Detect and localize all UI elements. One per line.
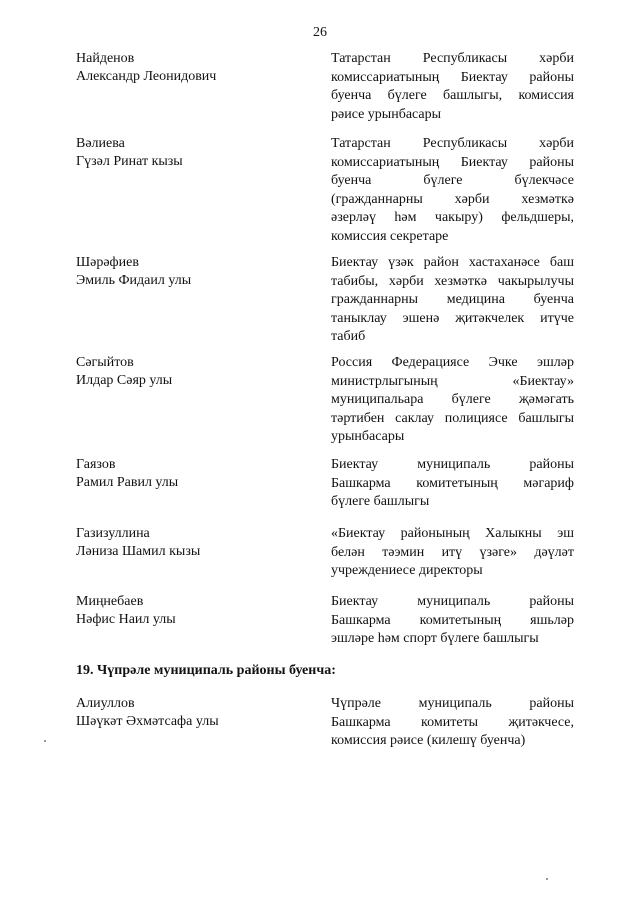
member-role [331, 593, 574, 649]
role-line: белән тәэмин итү үзәге» дәүләт [331, 544, 574, 560]
role-line: «Биектау районының Халыкны эш [331, 526, 574, 541]
role-line: комиссариатының Биектау районы [331, 154, 574, 170]
scan-speck [44, 740, 46, 742]
role-line: Татарстан Республикасы хәрби [331, 51, 574, 66]
given-names: Александр Леонидович [76, 69, 217, 84]
member-name [76, 135, 306, 171]
member-name [76, 695, 306, 731]
role-line: таныклау эшенә җитәкчелек итүче [331, 310, 574, 326]
role-line: буенча бүлеге башлыгы, комиссия [331, 88, 574, 103]
given-names: Ләниза Шамил кызы [76, 544, 201, 559]
role-line: комиссия рәисе (килешү буенча) [331, 733, 526, 748]
member-role [331, 50, 574, 124]
role-line: тәртибен саклау полициясе башлыгы [331, 410, 574, 426]
given-names: Нәфис Наил улы [76, 612, 176, 627]
given-names: Эмиль Фидаил улы [76, 273, 192, 288]
surname: Шәрәфиев [76, 255, 139, 270]
member-name [76, 456, 306, 492]
role-line: Биектау муниципаль районы [331, 457, 574, 472]
role-line: Башкарма комитетының мәгариф [331, 475, 574, 491]
role-line: Башкарма комитеты җитәкчесе, [331, 714, 574, 730]
member-role [331, 695, 574, 751]
role-line: (гражданнарны хәрби хезмәткә [331, 191, 574, 207]
member-name [76, 593, 306, 629]
role-line: Чүпрәле муниципаль районы [331, 696, 574, 711]
role-line: табибы, хәрби хезмәткә чакырылучы [331, 273, 574, 289]
member-role [331, 354, 574, 447]
role-line: Татарстан Республикасы хәрби [331, 136, 574, 151]
role-line: учреждениесе директоры [331, 563, 483, 578]
member-role [331, 456, 574, 512]
surname: Сәгыйтов [76, 355, 134, 370]
role-line: рәисе урынбасары [331, 106, 442, 122]
member-name [76, 254, 306, 290]
role-line: муниципальара бүлеге җәмәгать [331, 392, 574, 407]
role-line: гражданнарны медицина буенча [331, 292, 574, 307]
surname: Вәлиева [76, 136, 125, 151]
surname: Алиуллов [76, 696, 135, 711]
surname: Газизуллина [76, 526, 150, 541]
member-role [331, 254, 574, 347]
section-heading: 19. Чүпрәле муниципаль районы буенча: [76, 663, 336, 678]
surname: Гаязов [76, 457, 116, 472]
role-line: урынбасары [331, 429, 405, 444]
role-line: комиссариатының Биектау районы [331, 69, 574, 85]
member-role [331, 135, 574, 246]
given-names: Илдар Сәяр улы [76, 373, 173, 388]
member-name [76, 354, 306, 390]
given-names: Гүзәл Ринат кызы [76, 154, 183, 169]
member-role [331, 525, 574, 581]
role-line: табиб [331, 329, 366, 344]
role-line: бүлеге башлыгы [331, 494, 430, 509]
member-name [76, 50, 306, 86]
page-number: 26 [313, 25, 327, 40]
given-names: Шәүкәт Әхмәтсафа улы [76, 714, 219, 729]
role-line: буенча бүлеге бүлекчәсе [331, 173, 574, 188]
role-line: Башкарма комитетының яшьләр [331, 612, 574, 628]
given-names: Рамил Равил улы [76, 475, 179, 490]
role-line: Биектау муниципаль районы [331, 594, 574, 609]
role-line: әзерләү һәм чакыру) фельдшеры, [331, 210, 574, 225]
role-line: Биектау үзәк район хастаханәсе баш [331, 255, 574, 270]
role-line: эшләре һәм спорт бүлеге башлыгы [331, 631, 539, 646]
surname: Миңнебаев [76, 594, 144, 609]
role-line: Россия Федерациясе Эчке эшләр [331, 355, 574, 370]
scan-speck [546, 878, 548, 880]
role-line: комиссия секретаре [331, 228, 449, 244]
member-name [76, 525, 306, 561]
surname: Найденов [76, 51, 135, 66]
role-line: министрлыгының «Биектау» [331, 373, 574, 389]
